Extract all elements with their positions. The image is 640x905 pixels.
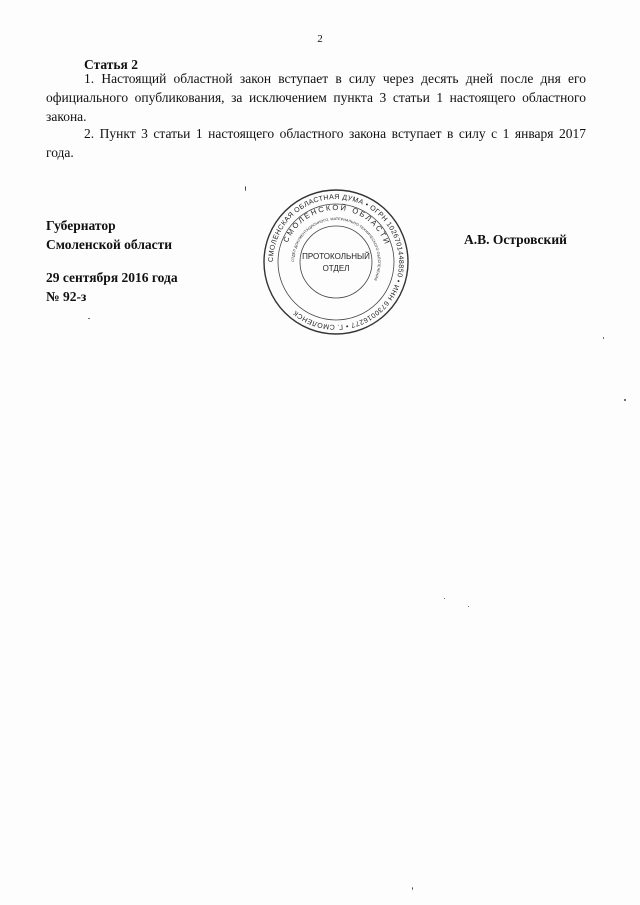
scan-speck bbox=[603, 337, 604, 339]
page-number: 2 bbox=[317, 33, 323, 45]
signatory-title-line-2: Смоленской области bbox=[46, 237, 173, 252]
stamp-outer-text: СМОЛЕНСКАЯ ОБЛАСТНАЯ ДУМА • ОГРН 1026701448850 • ИНН 6730016277 • Г. СМОЛЕНСК bbox=[267, 193, 405, 331]
stamp-inner-border bbox=[300, 226, 372, 298]
official-stamp bbox=[261, 187, 411, 337]
scan-speck bbox=[245, 186, 246, 191]
stamp-center-line-1: ПРОТОКОЛЬНЫЙ bbox=[302, 252, 370, 261]
signatory-title-line-1: Губернатор bbox=[46, 218, 116, 233]
stamp-center-line-2: ОТДЕЛ bbox=[322, 264, 350, 273]
law-date: 29 сентября 2016 года bbox=[46, 270, 178, 285]
law-date-number bbox=[46, 268, 178, 306]
article-paragraph-2: 2. Пункт 3 статьи 1 настоящего областного закона вступает в силу с 1 января 2017 года. bbox=[46, 126, 586, 160]
scan-speck bbox=[88, 318, 90, 319]
signatory-title bbox=[46, 216, 172, 254]
article-paragraph-1: 1. Настоящий областной закон вступает в силу через десять дней после дня его официального опубликования, за исключением пункта 3 статьи 1 настоящего областного закона. bbox=[46, 71, 586, 124]
signatory-name: А.В. Островский bbox=[464, 232, 567, 247]
scan-speck bbox=[412, 887, 413, 890]
stamp-middle-text: СМОЛЕНСКОЙ ОБЛАСТИ bbox=[281, 202, 393, 247]
article-heading: Статья 2 bbox=[84, 57, 138, 72]
scan-speck bbox=[444, 598, 445, 599]
law-number: № 92-з bbox=[46, 289, 87, 304]
scan-speck bbox=[468, 606, 469, 607]
scan-speck bbox=[624, 399, 626, 401]
stamp-inner-text: ОТДЕЛ ДОКУМЕНТАЦИОННОГО, МАТЕРИАЛЬНО-ТЕХНИЧЕСКОГО ОБЕСПЕЧЕНИЯ bbox=[290, 216, 382, 282]
